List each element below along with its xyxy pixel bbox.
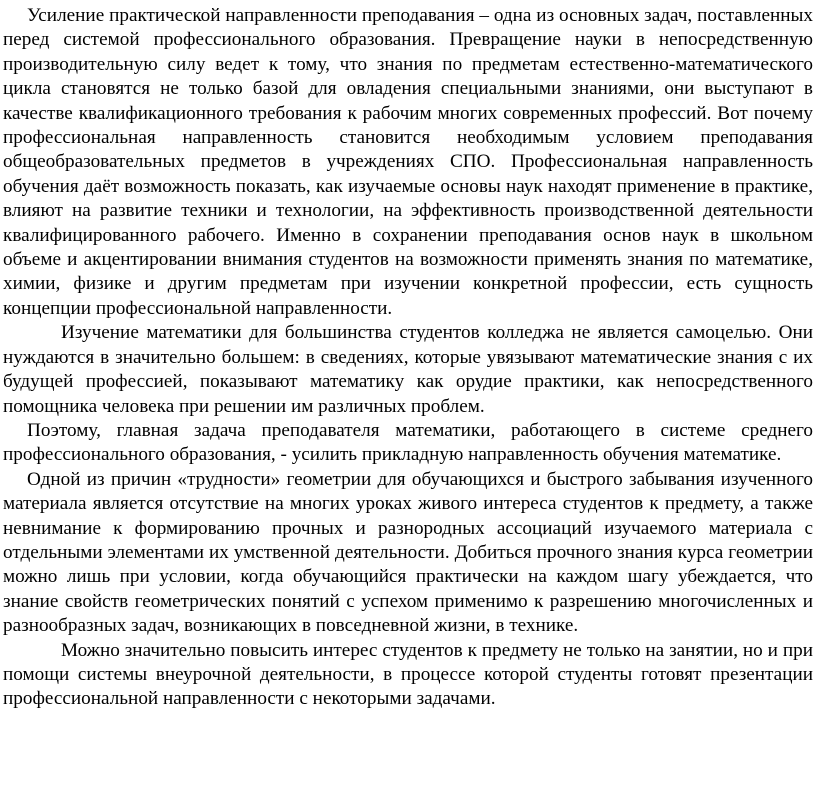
paragraph-geometry-difficulty: Одной из причин «трудности» геометрии для обучающихся и быстрого забывания изученного материала является отсутствие на многих уроках живого интереса студентов к предмету, а также невнимание к формированию прочных и разнородных ассоциаций изучаемого материала с отдельными элементами их умственной деятельности. Добиться прочного знания курса геометрии можно лишь при условии, когда обучающийся практически на каждом шагу убеждается, что знание свойств геометрических понятий с успехом применимо к разрешению многочисленных и разнообразных задач, возникающих в повседневной жизни, в технике. <box>3 468 813 637</box>
paragraph-extracurricular: Можно значительно повысить интерес студентов к предмету не только на занятии, но и при помощи системы внеурочной деятельности, в процессе которой студенты готовят презентации профессиональной направленности с некоторыми задачами. <box>3 639 813 710</box>
paragraph-main-task: Поэтому, главная задача преподавателя математики, работающего в системе среднего профессионального образования, - усилить прикладную направленность обучения математике. <box>3 419 813 466</box>
paragraph-professional-orientation: Усиление практической направленности преподавания – одна из основных задач, поставленных перед системой профессионального образования. Превращение науки в непосредственную производительную силу ведет к тому, что знания по предметам естественно-математического цикла становятся не только базой для овладения специальными знаниями, они выступают в качестве квалификационного требования к рабочим многих современных профессий. Вот почему профессиональная направленность становится необходимым условием преподавания общеобразовательных предметов в учреждениях СПО. Профессиональная направленность обучения даёт возможность показать, как изучаемые основы наук находят применение в практике, влияют на развитие техники и технологии, на эффективность производственной деятельности квалифицированного рабочего. Именно в сохранении преподавания основ наук в школьном объеме и акцентировании внимания студентов на возможности применять знания по математике, химии, физике и другим предметам при изучении конкретной профессии, есть сущность концепции профессиональной направленности. <box>3 5 813 319</box>
paragraph-studying-mathematics: Изучение математики для большинства студентов колледжа не является самоцелью. Они нуждаются в значительно большем: в сведениях, которые увязывают математические знания с их будущей профессией, показывают математику как орудие практики, как непосредственного помощника человека при решении им различных проблем. <box>3 322 813 417</box>
